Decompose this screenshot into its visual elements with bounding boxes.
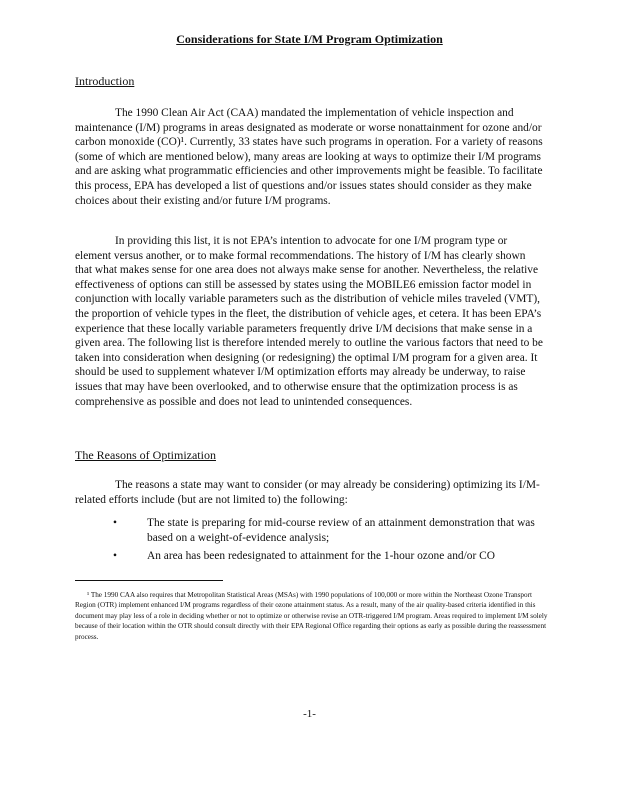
bullet-icon: • (113, 517, 117, 529)
page-number: -1- (303, 708, 316, 720)
list-item (75, 516, 545, 545)
document-title: Considerations for State I/M Program Optimization (176, 32, 443, 46)
section-heading-introduction: Introduction (75, 74, 135, 88)
intro-paragraph-2: In providing this list, it is not EPA’s intention to advocate for one I/M program type or element versus another, or to make formal recommendations. The history of I/M has clearly shown that what makes sense for one area does not always make sense for another. Nevertheless, the relative effectiveness of options can still be assessed by states using the MOBILE6 emission factor model in conjunction with locally variable parameters such as the distribution of vehicle miles traveled (VMT), the proportion of vehicle types in the fleet, the distribution of vehicle ages, et cetera. It has been EPA’s experience that these locally variable parameters frequently drive I/M decisions that make sense in a given area. The following list is therefore intended merely to outline the various factors that need to be taken into consideration when designing (or redesigning) the optimal I/M program for a given area. It should be used to supplement whatever I/M optimization efforts may already be underway, to raise issues that may have been overlooked, and to otherwise ensure that the optimization process is as comprehensive as possible and does not lead to unintended consequences. (75, 235, 543, 408)
reasons-bullet-list (75, 516, 545, 568)
reasons-paragraph: The reasons a state may want to consider (or may already be considering) optimizing its I/M-related efforts include (but are not limited to) the following: (75, 479, 540, 506)
intro-paragraph-1: The 1990 Clean Air Act (CAA) mandated the implementation of vehicle inspection and maintenance (I/M) programs in areas designated as moderate or worse nonattainment for ozone and/or carbon monoxide (CO)¹. Currently, 33 states have such programs in operation. For a variety of reasons (some of which are mentioned below), many areas are looking at ways to optimize their I/M programs and are asking what programmatic efficiencies and other improvements might be feasible. To facilitate this process, EPA has developed a list of questions and/or issues states should consider as they make choices about their existing and/or future I/M programs. (75, 107, 543, 207)
bullet-icon: • (113, 550, 117, 563)
bullet-text: The state is preparing for mid-course review of an attainment demonstration that was based on a weight-of-evidence analysis; (147, 517, 535, 544)
footnote-divider (75, 580, 223, 581)
footnote: ¹ The 1990 CAA also requires that Metropolitan Statistical Areas (MSAs) with 1990 populations of 100,000 or more within the Northeast Ozone Transport Region (OTR) implement enhanced I/M programs regardless of their ozone attainment status. As a result, many of the air quality-based criteria identified in this document may play less of a role in deciding whether or not to optimize or otherwise revise an OTR-triggered I/M program. Areas required to implement I/M solely because of their location within the OTR should consult directly with their EPA Regional Office regarding their options as early as possible during the reassessment process. (75, 591, 548, 641)
section-heading-reasons: The Reasons of Optimization (75, 448, 216, 462)
bullet-text: An area has been redesignated to attainment for the 1-hour ozone and/or CO (147, 550, 495, 563)
list-item (75, 549, 545, 564)
